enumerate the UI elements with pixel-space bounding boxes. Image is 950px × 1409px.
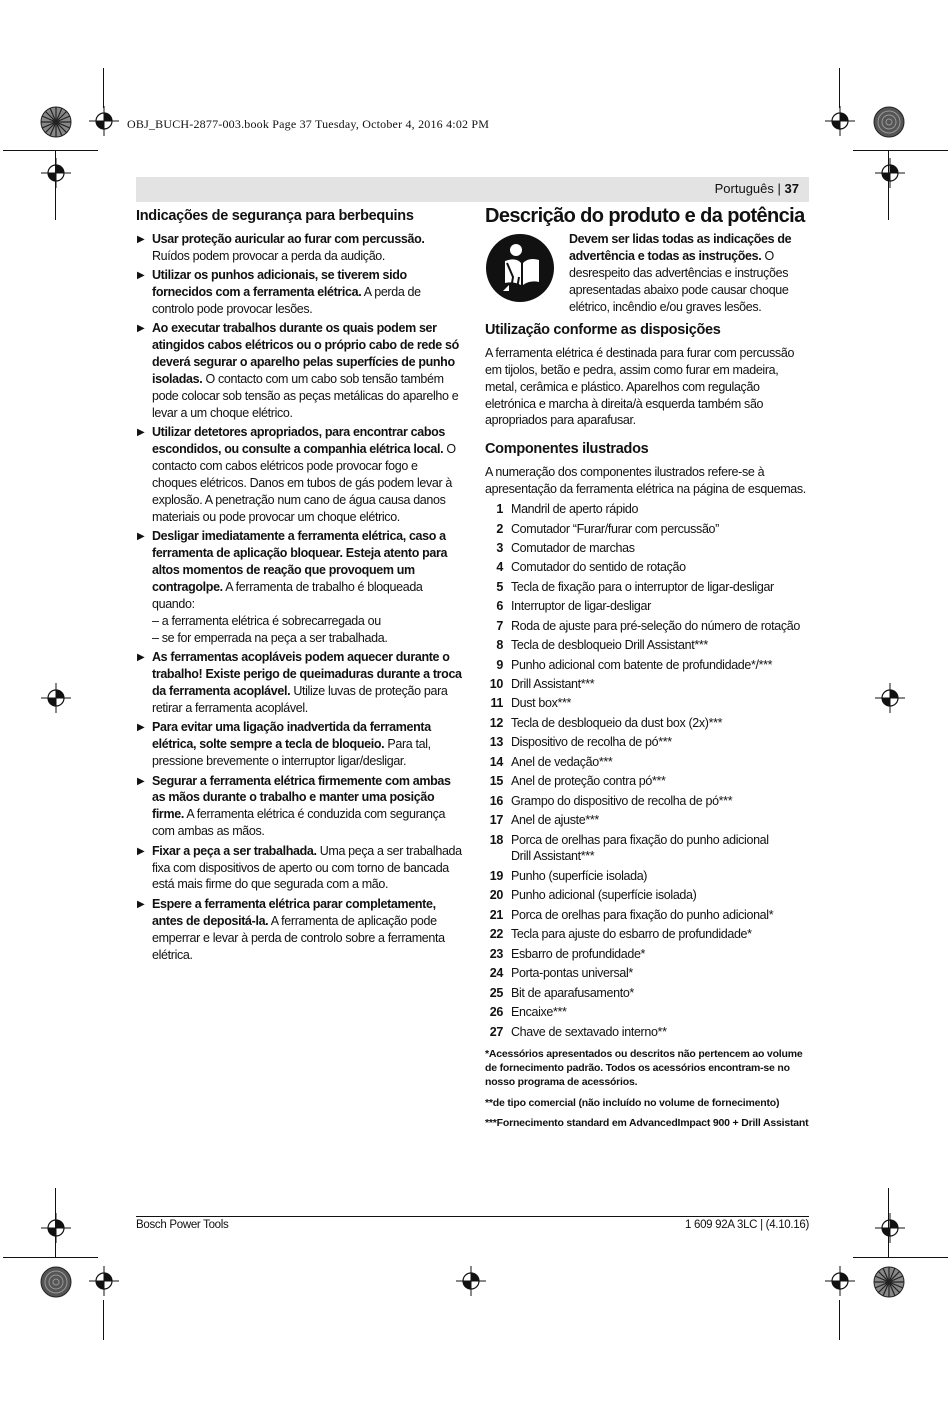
bullet-triangle-icon: ▶: [137, 652, 145, 664]
read-manual-icon: [485, 233, 555, 303]
component-number: 6: [496, 599, 503, 614]
registration-mark-icon: [875, 683, 905, 713]
footnote: ***Fornecimento standard em AdvancedImpact 900 + Drill Assistant: [485, 1116, 809, 1129]
component-label-continued: Drill Assistant***: [511, 849, 595, 864]
component-item: [485, 579, 809, 598]
component-number: 16: [489, 793, 503, 808]
footnote: **de tipo comercial (não incluído no volume de fornecimento): [485, 1096, 780, 1109]
safety-item-bold: Ao executar trabalhos durante os quais podem ser atingidos cabos elétricos ou o próprio cabo de rede só deverá segurar o aparelho pelas superfícies de punho isoladas.: [152, 321, 459, 387]
component-item: [485, 793, 809, 812]
component-number: 22: [489, 927, 503, 942]
component-item: [485, 695, 809, 714]
component-number: 14: [489, 754, 503, 769]
component-item: [485, 501, 809, 520]
safety-item: [136, 231, 462, 265]
component-number: 1: [496, 502, 503, 517]
registration-mark-icon: [89, 106, 119, 136]
component-number: 20: [489, 888, 503, 903]
component-item: [485, 812, 809, 831]
component-label: Tecla de desbloqueio Drill Assistant***: [511, 638, 708, 653]
component-number: 7: [496, 618, 503, 633]
bullet-triangle-icon: ▶: [137, 845, 145, 857]
component-number: 5: [496, 579, 503, 594]
component-item: [485, 926, 809, 945]
component-item: [485, 887, 809, 906]
component-label: Dust box***: [511, 696, 572, 711]
footer-doc-number: 1 609 92A 3LC | (4.10.16): [685, 1219, 809, 1231]
bullet-triangle-icon: ▶: [137, 531, 145, 543]
component-label: Punho adicional (superfície isolada): [511, 888, 697, 903]
component-label: Tecla de desbloqueio da dust box (2x)***: [511, 715, 723, 730]
component-label: Chave de sextavado interno**: [511, 1024, 667, 1039]
component-number: 27: [489, 1024, 503, 1039]
component-item: [485, 676, 809, 695]
component-number: 15: [489, 774, 503, 789]
component-label: Porca de orelhas para fixação do punho adicional: [511, 832, 769, 847]
component-label: Porta-pontas universal*: [511, 966, 633, 981]
component-item: [485, 559, 809, 578]
registration-mark-icon: [825, 1266, 855, 1296]
safety-item-text: O contacto com um cabo sob tensão também pode colocar sob tensão as peças metálicas do aparelho e levar a um choque elétrico.: [152, 372, 459, 420]
registration-mark-icon: [456, 1266, 486, 1296]
section-title-safety: Indicações de segurança para berbequins: [136, 208, 414, 224]
component-label: Drill Assistant***: [511, 677, 595, 691]
component-label: Punho (superfície isolada): [511, 869, 648, 883]
footer-rule: [136, 1216, 809, 1217]
component-label: Mandril de aperto rápido: [511, 502, 639, 517]
safety-item-text: Ruídos podem provocar a perda da audição.: [152, 248, 386, 263]
safety-item-bold: Fixar a peça a ser trabalhada.: [152, 843, 317, 858]
component-label: Roda de ajuste para pré-seleção do número de rotação: [511, 618, 800, 633]
warning-normal: O desrespeito das advertências e instruções apresentadas abaixo pode causar choque elétrico, incêndio e/ou graves lesões.: [569, 248, 789, 314]
section-title-intended-use: Utilização conforme as disposições: [485, 321, 721, 338]
warning-bold: Devem ser lidas todas as indicações de advertência e todas as instruções.: [569, 231, 792, 263]
component-number: 10: [489, 677, 503, 691]
safety-sub-item: – se for emperrada na peça a ser trabalhada.: [152, 630, 388, 645]
bullet-triangle-icon: ▶: [137, 270, 145, 282]
safety-item-text: A perda de controlo pode provocar lesões.: [152, 285, 421, 317]
bullet-triangle-icon: ▶: [137, 898, 145, 910]
component-item: [485, 754, 809, 773]
component-label: Interruptor de ligar-desligar: [511, 599, 651, 614]
component-label: Comutador do sentido de rotação: [511, 560, 686, 575]
safety-item: [136, 267, 462, 318]
component-item: [485, 734, 809, 753]
component-item: [485, 618, 809, 637]
component-label: Porca de orelhas para fixação do punho adicional*: [511, 907, 774, 922]
safety-item: [136, 528, 462, 646]
safety-item: [136, 649, 462, 717]
components-list: [485, 501, 809, 1043]
component-label: Esbarro de profundidade*: [511, 946, 646, 961]
crop-line: [103, 1300, 104, 1340]
safety-item-bold: Utilizar detetores apropriados, para encontrar cabos escondidos, ou consulte a companhia elétrica local.: [152, 425, 446, 457]
component-item: [485, 715, 809, 734]
star-target-icon: [873, 1266, 905, 1298]
component-number: 23: [489, 946, 503, 961]
safety-item-text: A ferramenta de trabalho é bloqueada quando:: [152, 580, 423, 611]
safety-item-bold: Desligar imediatamente a ferramenta elétrica, caso a ferramenta de aplicação bloquear. Esteja atento para altos momentos de reação que provoquem um contragolpe.: [152, 529, 448, 595]
component-item: [485, 598, 809, 617]
component-item: [485, 773, 809, 792]
crop-line: [103, 68, 104, 108]
star-target-icon: [873, 106, 905, 138]
component-number: 13: [489, 735, 503, 750]
component-number: 4: [496, 560, 503, 575]
book-info: OBJ_BUCH-2877-003.book Page 37 Tuesday, October 4, 2016 4:02 PM: [127, 117, 490, 131]
safety-item-text: A ferramenta de aplicação pode emperrar e levar à perda de controlo sobre a ferramenta elétrica.: [152, 913, 445, 962]
component-item: [485, 1024, 809, 1043]
safety-item-text: Utilize luvas de proteção para retirar a ferramenta acoplável.: [152, 683, 448, 715]
registration-mark-icon: [875, 158, 905, 188]
component-label: Anel de ajuste***: [511, 813, 599, 828]
component-number: 12: [489, 715, 503, 730]
component-label: Anel de proteção contra pó***: [511, 774, 666, 789]
component-label: Bit de aparafusamento*: [511, 985, 634, 1000]
bullet-triangle-icon: ▶: [137, 427, 145, 439]
components-intro: A numeração dos componentes ilustrados refere-se à apresentação da ferramenta elétrica na página de esquemas.: [485, 465, 806, 497]
component-number: 9: [496, 657, 503, 672]
footnotes: [485, 1047, 809, 1130]
page-header-label: [715, 181, 799, 196]
component-item: [485, 868, 809, 887]
safety-item-bold: As ferramentas acopláveis podem aquecer durante o trabalho! Existe perigo de queimaduras durante a troca da ferramenta acoplável.: [152, 650, 462, 698]
footnote: *Acessórios apresentados ou descritos não pertencem ao volume de fornecimento padrão. Todos os acessórios encontram-se no nosso programa de acessórios.: [485, 1047, 803, 1089]
registration-mark-icon: [89, 1266, 119, 1296]
component-item: [485, 540, 809, 559]
safety-item-bold: Utilizar os punhos adicionais, se tiverem sido fornecidos com a ferramenta elétrica.: [152, 268, 407, 300]
crop-line: [3, 1257, 98, 1258]
star-target-icon: [40, 1266, 72, 1298]
safety-item: [136, 896, 462, 964]
component-number: 17: [489, 813, 503, 828]
component-item: [485, 946, 809, 965]
component-item: [485, 965, 809, 984]
component-number: 8: [496, 638, 503, 653]
safety-item: [136, 719, 462, 770]
page-number: 37: [784, 181, 799, 196]
component-item: [485, 907, 809, 926]
bullet-triangle-icon: ▶: [137, 722, 145, 734]
component-number: 21: [489, 907, 503, 922]
component-number: 18: [489, 832, 503, 847]
component-label: Tecla para ajuste do esbarro de profundidade*: [511, 927, 752, 942]
crop-line: [3, 150, 98, 151]
safety-item-text: Para tal, pressione brevemente o interruptor ligar/desligar.: [152, 737, 431, 769]
section-title-product: Descrição do produto e da potência: [485, 205, 805, 227]
safety-item: [136, 424, 462, 525]
registration-mark-icon: [875, 1213, 905, 1243]
star-target-icon: [40, 106, 72, 138]
left-column: [136, 208, 462, 966]
safety-item: [136, 773, 462, 841]
component-item: [485, 985, 809, 1004]
component-label: Comutador “Furar/furar com percussão”: [511, 521, 719, 536]
component-item: [485, 657, 809, 676]
registration-mark-icon: [825, 106, 855, 136]
component-number: 2: [496, 521, 503, 536]
component-label: Punho adicional com batente de profundidade*/***: [511, 657, 773, 672]
safety-list: [136, 231, 462, 964]
component-number: 25: [489, 985, 503, 1000]
crop-line: [839, 1300, 840, 1340]
safety-item-text: O contacto com cabos elétricos pode provocar fogo e choques elétricos. Danos em tubos de gás podem levar à explosão. A penetração num cano de água causa danos materiais ou pode provocar um choque elétrico.: [152, 442, 456, 524]
component-item: [485, 832, 809, 869]
safety-item-bold: Para evitar uma ligação inadvertida da ferramenta elétrica, solte sempre a tecla de bloqueio.: [152, 720, 431, 752]
crop-line: [839, 68, 840, 108]
bullet-triangle-icon: ▶: [137, 323, 145, 335]
component-label: Encaixe***: [511, 1005, 567, 1020]
safety-item-text: A ferramenta elétrica é conduzida com segurança com ambas as mãos.: [152, 807, 446, 839]
page-header: [136, 177, 809, 202]
component-label: Tecla de fixação para o interruptor de ligar-desligar: [511, 579, 774, 594]
safety-item-bold: Segurar a ferramenta elétrica firmemente com ambas as mãos durante o trabalho e manter uma posição firme.: [152, 773, 451, 822]
registration-mark-icon: [41, 158, 71, 188]
intended-use-text: A ferramenta elétrica é destinada para furar com percussão em tijolos, betão e pedra, assim como furar em madeira, metal, cerâmica e plástico. Aparelhos com regulação eletrónica e marcha à direita/à esquerda também são apropriados para aparafusar.: [485, 345, 795, 428]
crop-line: [853, 1257, 948, 1258]
safety-item: [136, 843, 462, 894]
component-label: Grampo do dispositivo de recolha de pó***: [511, 793, 733, 808]
safety-sub-item: – a ferramenta elétrica é sobrecarregada ou: [152, 613, 381, 628]
component-item: [485, 637, 809, 656]
component-label: Anel de vedação***: [511, 754, 613, 769]
safety-item-bold: Usar proteção auricular ao furar com percussão.: [152, 231, 425, 246]
warning-text: [569, 231, 809, 316]
section-title-components: Componentes ilustrados: [485, 441, 649, 458]
safety-item-text: Uma peça a ser trabalhada fixa com dispositivos de aperto ou com torno de bancada está mais firme do que segurada com a mão.: [152, 843, 462, 892]
component-label: Dispositivo de recolha de pó***: [511, 735, 672, 750]
component-number: 26: [489, 1005, 503, 1020]
registration-mark-icon: [41, 1213, 71, 1243]
bullet-triangle-icon: ▶: [137, 775, 145, 787]
component-item: [485, 521, 809, 540]
header-language: Português: [714, 181, 774, 196]
component-number: 24: [489, 966, 503, 981]
bullet-triangle-icon: ▶: [137, 233, 145, 245]
registration-mark-icon: [41, 683, 71, 713]
right-column: [485, 205, 809, 1136]
footer-brand: Bosch Power Tools: [136, 1219, 229, 1231]
safety-item-bold: Espere a ferramenta elétrica parar completamente, antes de depositá-la.: [152, 896, 436, 928]
crop-line: [853, 150, 948, 151]
header-separator: |: [777, 181, 781, 196]
safety-item: [136, 320, 462, 421]
warning-box: [485, 231, 809, 314]
component-label: Comutador de marchas: [511, 540, 635, 555]
component-number: 3: [496, 540, 503, 555]
component-number: 11: [490, 696, 503, 711]
component-item: [485, 1004, 809, 1023]
component-number: 19: [489, 869, 503, 883]
